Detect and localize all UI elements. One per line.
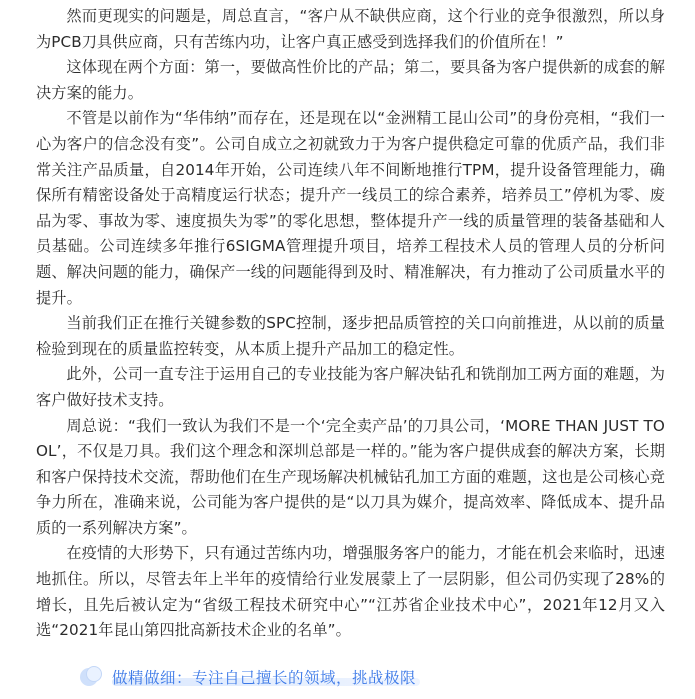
bubble-icon (80, 666, 102, 688)
section-heading-wrap (112, 666, 416, 688)
paragraph-2: 这体现在两个方面：第一，要做高性价比的产品；第二，要具备为客户提供新的成套的解决方案的能力。 (36, 58, 665, 102)
section-heading-text: 做精做细：专注自己擅长的领域，挑战极限 (112, 669, 417, 687)
paragraph-3: 不管是以前作为“华伟纳”而存在，还是现在以“金洲精工昆山公司”的身份亮相，“我们一心为客户的信念没有变”。公司自成立之初就致力于为客户提供稳定可靠的优质产品，我们非常关注产品质量，自2014年开始，公司连续八年不间断地推行TPM，提升设备管理能力，确保所有精密设备处于高精度运行状态；提升产一线员工的综合素养，培养员工”停机为零、废品为零、事故为零、速度损失为零”的零化思想，整体提升产一线的质量管理的装备基础和人员基础。公司连续多年推行6SIGMA管理提升项目，培养工程技术人员的管理人员的分析问题、解决问题的能力，确保产一线的问题能得到及时、精准解决，有力推动了公司质量水平的提升。 (36, 109, 665, 307)
paragraph-5: 此外，公司一直专注于运用自己的专业技能为客户解决钻孔和铣削加工两方面的难题，为客户做好技术支持。 (36, 365, 665, 409)
section-heading (80, 662, 416, 692)
paragraph-1: 然而更现实的问题是，周总直言，“客户从不缺供应商，这个行业的竞争很激烈，所以身为PCB刀具供应商，只有苦练内功，让客户真正感受到选择我们的价值所在！” (36, 7, 665, 51)
paragraph-4: 当前我们正在推行关键参数的SPC控制，逐步把品质管控的关口向前推进，从以前的质量检验到现在的质量监控转变，从本质上提升产品加工的稳定性。 (36, 314, 665, 358)
paragraph-7: 在疫情的大形势下，只有通过苦练内功，增强服务客户的能力，才能在机会来临时，迅速地抓住。所以，尽管去年上半年的疫情给行业发展蒙上了一层阴影，但公司仍实现了28%的增长，且先后被认定为“省级工程技术研究中心”“江苏省企业技术中心”，2021年12月又入选“2021年昆山第四批高新技术企业的名单”。 (36, 544, 665, 640)
paragraph-6: 周总说：“我们一致认为我们不是一个‘完全卖产品’的刀具公司，‘MORE THAN JUST TOOL’，不仅是刀具。我们这个理念和深圳总部是一样的。”能为客户提供成套的解决方案，长期和客户保持技术交流，帮助他们在生产现场解决机械钻孔加工方面的难题，这也是公司核心竞争力所在，准确来说，公司能为客户提供的是“以刀具为媒介，提高效率、降低成本、提升品质的一系列解决方案”。 (36, 416, 665, 537)
